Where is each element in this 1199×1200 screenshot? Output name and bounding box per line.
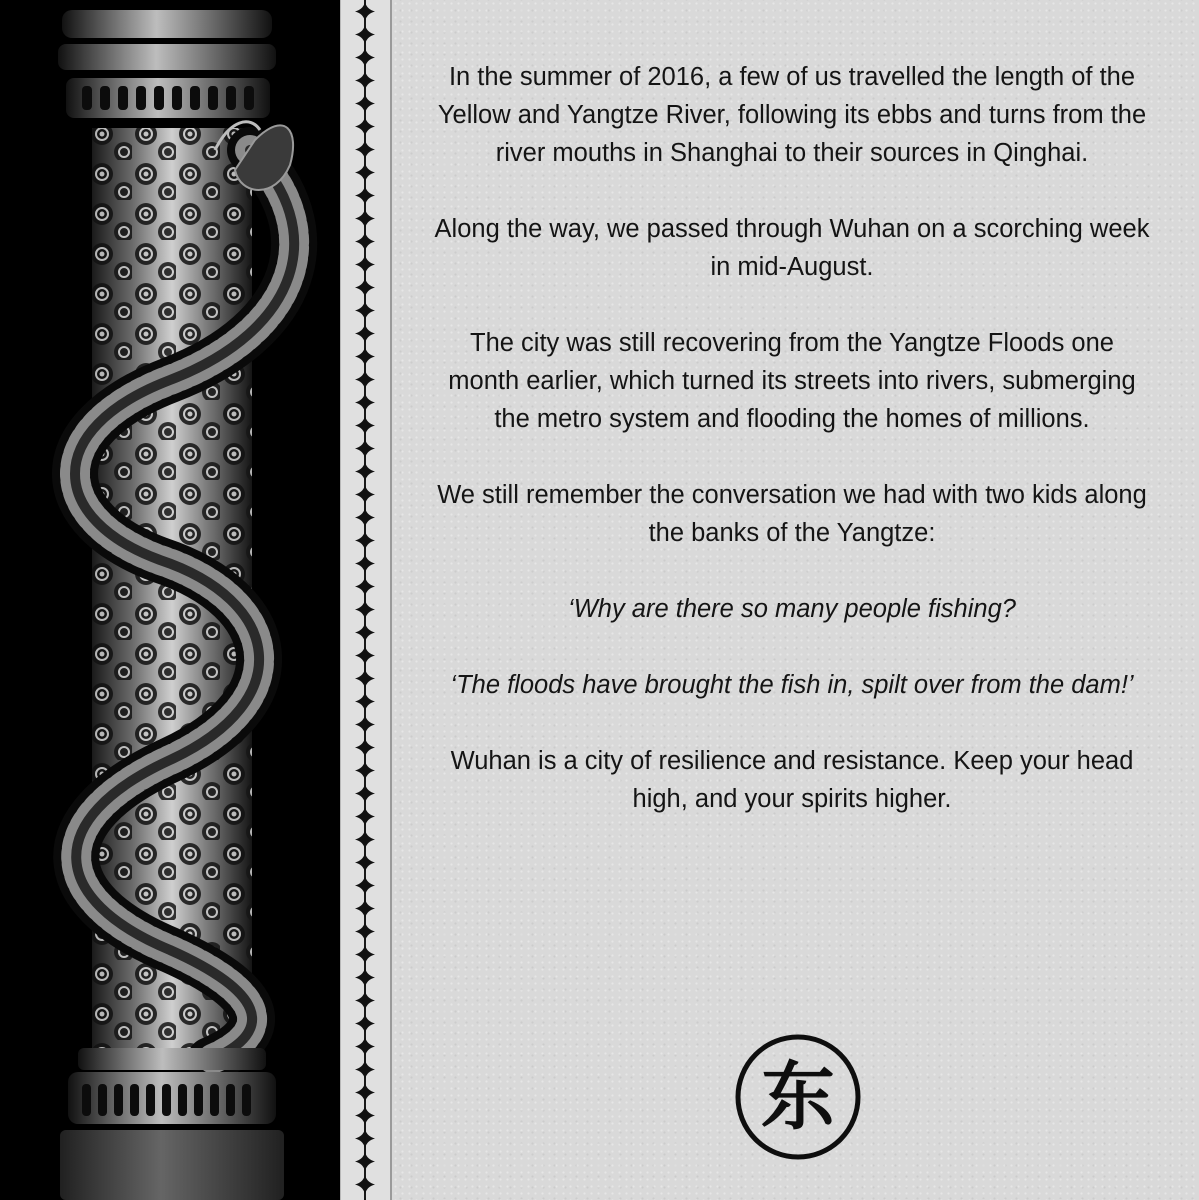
- closing-message: Wuhan is a city of resilience and resistance. Keep your head high, and your spirits higher.: [450, 747, 1134, 813]
- quote-answer: ‘The floods have brought the fish in, spilt over from the dam!’: [450, 671, 1134, 699]
- star-chain-border: [340, 0, 392, 1200]
- quote-question: ‘Why are there so many people fishing?: [568, 595, 1016, 623]
- dragon-pillar-illustration: [0, 0, 340, 1200]
- paragraph-floods: The city was still recovering from the Yangtze Floods one month earlier, which turned its streets into rivers, submerging the metro system and flooding the homes of millions.: [448, 329, 1136, 433]
- paragraph-wuhan-visit: Along the way, we passed through Wuhan on a scorching week in mid-August.: [434, 215, 1150, 281]
- four-point-star-chain-icon: [341, 0, 389, 1200]
- dragon-pillar-panel: [0, 0, 340, 1200]
- story-text: [432, 58, 1152, 856]
- story-panel: [392, 0, 1199, 1200]
- circle-seal-logo-icon: [733, 1032, 863, 1162]
- paragraph-conversation: We still remember the conversation we had with two kids along the banks of the Yangtze:: [437, 481, 1147, 547]
- logo-character: 东: [761, 1054, 835, 1140]
- paragraph-travel: In the summer of 2016, a few of us travelled the length of the Yellow and Yangtze River, following its ebbs and turns from the river mouths in Shanghai to their sources in Qinghai.: [437, 63, 1147, 167]
